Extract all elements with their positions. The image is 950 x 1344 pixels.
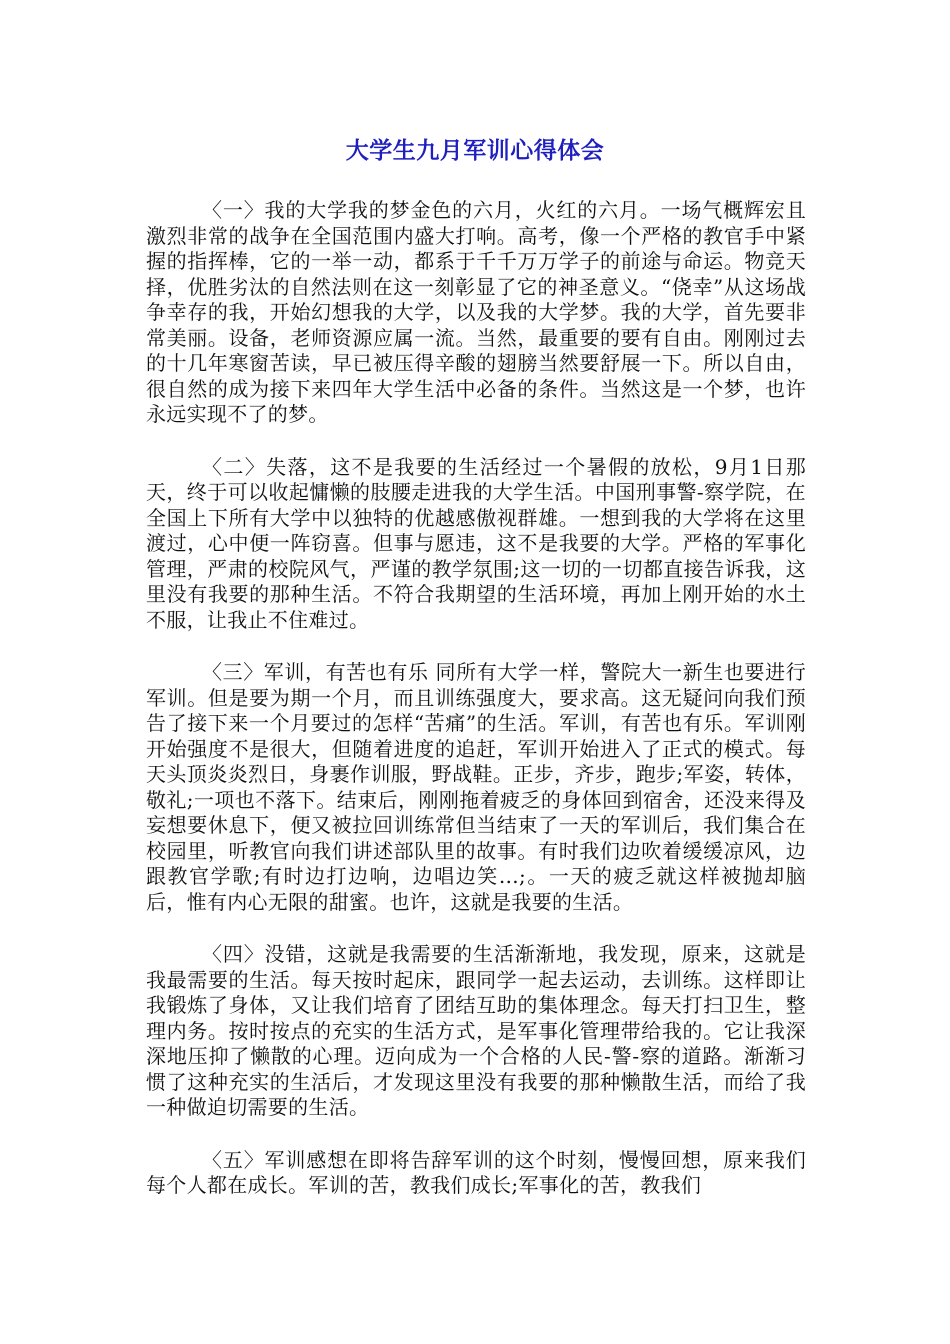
paragraph-3: 〈三〉军训，有苦也有乐 同所有大学一样，警院大一新生也要进行军训。但是要为期一个月，而且训练强度大，要求高。这无疑问向我们预告了接下来一个月要过的怎样“苦痛”的生活。军训，有苦也有乐。军训刚开始强度不是很大，但随着进度的追赶，军训开始进入了正式的模式。每天头顶炎炎烈日，身裹作训服，野战鞋。正步，齐步，跑步;军姿，转体，敬礼;一项也不落下。结束后，刚刚拖着疲乏的身体回到宿舍，还没来得及妄想要休息下，便又被拉回训练常但当结束了一天的军训后，我们集合在校园里，听教官向我们讲述部队里的故事。有时我们边吹着缓缓凉风，边跟教官学歌;有时边打边响，边唱边笑…;。一天的疲乏就这样被抛却脑后，惟有内心无限的甜蜜。也许，这就是我要的生活。 [146,660,806,914]
paragraph-5: 〈五〉军训感想在即将告辞军训的这个时刻，慢慢回想，原来我们每个人都在成长。军训的苦，教我们成长;军事化的苦，教我们 [146,1147,806,1197]
paragraph-1: 〈一〉我的大学我的梦金色的六月，火红的六月。一场气概辉宏且激烈非常的战争在全国范围内盛大打响。高考，像一个严格的教官手中紧握的指挥棒，它的一举一动，都系于千千万万学子的前途与命运。物竞天择，优胜劣汰的自然法则在这一刻彰显了它的神圣意义。“侥幸”从这场战争幸存的我，开始幻想我的大学，以及我的大学梦。我的大学，首先要非常美丽。设备，老师资源应属一流。当然，最重要的要有自由。刚刚过去的十几年寒窗苦读，早已被压得辛酸的翅膀当然要舒展一下。所以自由，很自然的成为接下来四年大学生活中必备的条件。当然这是一个梦，也许永远实现不了的梦。 [146,198,806,426]
paragraph-2: 〈二〉失落，这不是我要的生活经过一个暑假的放松，9月1日那天，终于可以收起慵懒的肢腰走进我的大学生活。中国刑事警-察学院，在全国上下所有大学中以独特的优越感傲视群雄。一想到我的大学将在这里渡过，心中便一阵窃喜。但事与愿违，这不是我要的大学。严格的军事化管理，严肃的校院风气，严谨的教学氛围;这一切的一切都直接告诉我，这里没有我要的那种生活。不符合我期望的生活环境，再加上刚开始的水土不服，让我止不住难过。 [146,454,806,632]
document-body [146,198,806,1226]
document-title: 大学生九月军训心得体会 [345,138,605,164]
paragraph-4: 〈四〉没错，这就是我需要的生活渐渐地，我发现，原来，这就是我最需要的生活。每天按时起床，跟同学一起去运动，去训练。这样即让我锻炼了身体，又让我们培育了团结互助的集体理念。每天打扫卫生，整理内务。按时按点的充实的生活方式，是军事化管理带给我的。它让我深深地压抑了懒散的心理。迈向成为一个合格的人民-警-察的道路。渐渐习惯了这种充实的生活后，才发现这里没有我要的那种懒散生活，而给了我一种做迫切需要的生活。 [146,942,806,1119]
